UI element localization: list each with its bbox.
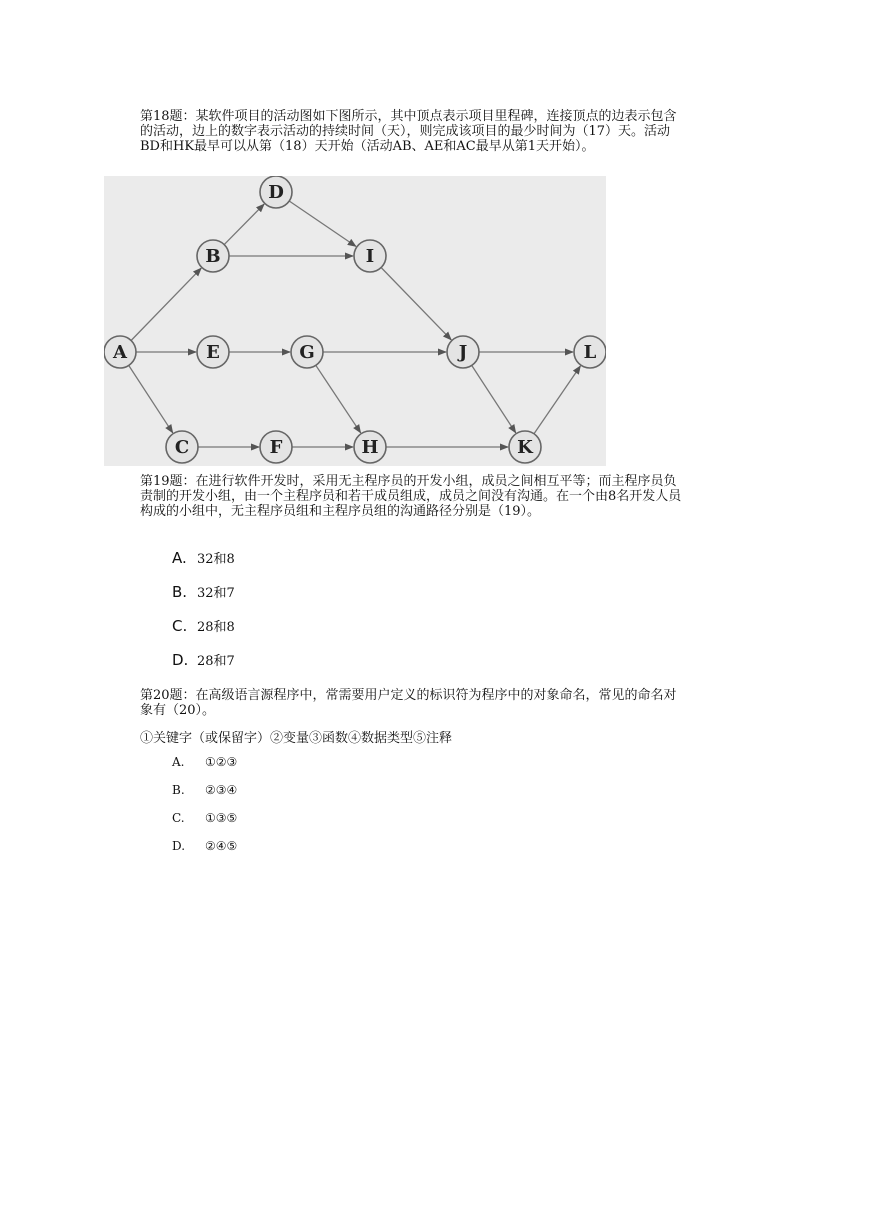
q20-option-a[interactable] (172, 755, 237, 769)
option-letter: C. (172, 617, 188, 635)
edge-i-j (381, 268, 451, 340)
q19-option-a[interactable] (172, 548, 235, 567)
q19-option-c[interactable] (172, 616, 235, 635)
option-letter: B. (172, 583, 188, 601)
option-text: ①②③ (205, 755, 238, 769)
question-18-text: 第18题：某软件项目的活动图如下图所示，其中顶点表示项目里程碑，连接顶点的边表示包含的活动，边上的数字表示活动的持续时间（天），则完成该项目的最少时间为（17）天。活动BD和HK最早可以从第（18）天开始（活动AB、AE和AC最早从第1天开始）。 (140, 109, 677, 154)
edge-j-k (472, 365, 516, 432)
option-text: 32和8 (197, 552, 235, 567)
node-i (354, 240, 386, 272)
node-c (166, 431, 198, 463)
activity-network-svg (104, 176, 606, 466)
q19-option-b[interactable] (172, 582, 235, 601)
option-letter: D. (172, 839, 186, 853)
node-b (197, 240, 229, 272)
option-letter: A. (172, 549, 187, 567)
edge-g-h (316, 365, 361, 433)
node-j (447, 336, 479, 368)
node-label: B (205, 246, 221, 267)
option-text: 28和7 (197, 654, 235, 669)
node-label: J (458, 342, 468, 363)
node-label: G (299, 342, 315, 363)
node-g (291, 336, 323, 368)
question-20-text: 第20题：在高级语言源程序中，常需要用户定义的标识符为程序中的对象命名，常见的命名对象有（20）。 (140, 688, 677, 718)
q20-option-c[interactable] (172, 811, 237, 825)
q20-option-b[interactable] (172, 783, 237, 797)
node-a (104, 336, 136, 368)
question-19-text: 第19题：在进行软件开发时，采用无主程序员的开发小组，成员之间相互平等；而主程序员负 责制的开发小组，由一个主程序员和若干成员组成，成员之间没有沟通。在一个由8名开发人员构成的小组中，无主程序员组和主程序员组的沟通路径分别是（19）。 (140, 474, 682, 519)
option-letter: D. (172, 651, 189, 669)
node-d (260, 176, 292, 208)
option-text: 28和8 (197, 620, 235, 635)
node-k (509, 431, 541, 463)
node-l (574, 336, 606, 368)
node-f (260, 431, 292, 463)
edge-a-b (131, 268, 201, 340)
q20-candidate-items: ①关键字（或保留字）②变量③函数④数据类型⑤注释 (140, 731, 453, 746)
option-text: ②④⑤ (205, 839, 238, 853)
node-e (197, 336, 229, 368)
edge-a-c (129, 365, 173, 432)
option-text: ①③⑤ (205, 811, 238, 825)
node-label: D (268, 182, 284, 203)
q20-option-d[interactable] (172, 839, 237, 853)
edges-layer (129, 201, 581, 447)
option-text: 32和7 (197, 586, 235, 601)
node-label: C (174, 437, 190, 458)
node-label: E (206, 342, 220, 363)
option-text: ②③④ (205, 783, 238, 797)
node-label: I (365, 246, 375, 267)
node-label: H (361, 437, 379, 458)
node-label: K (517, 437, 533, 458)
edge-b-d (224, 204, 264, 245)
node-h (354, 431, 386, 463)
node-label: L (583, 342, 597, 363)
nodes-layer (104, 176, 606, 463)
option-letter: B. (172, 783, 185, 797)
node-label: A (113, 342, 127, 363)
activity-network-diagram (104, 176, 606, 466)
edge-k-l (534, 366, 580, 434)
option-letter: C. (172, 811, 185, 825)
edge-d-i (289, 201, 356, 246)
q19-option-d[interactable] (172, 650, 235, 669)
option-letter: A. (172, 755, 185, 769)
node-label: F (269, 437, 283, 458)
